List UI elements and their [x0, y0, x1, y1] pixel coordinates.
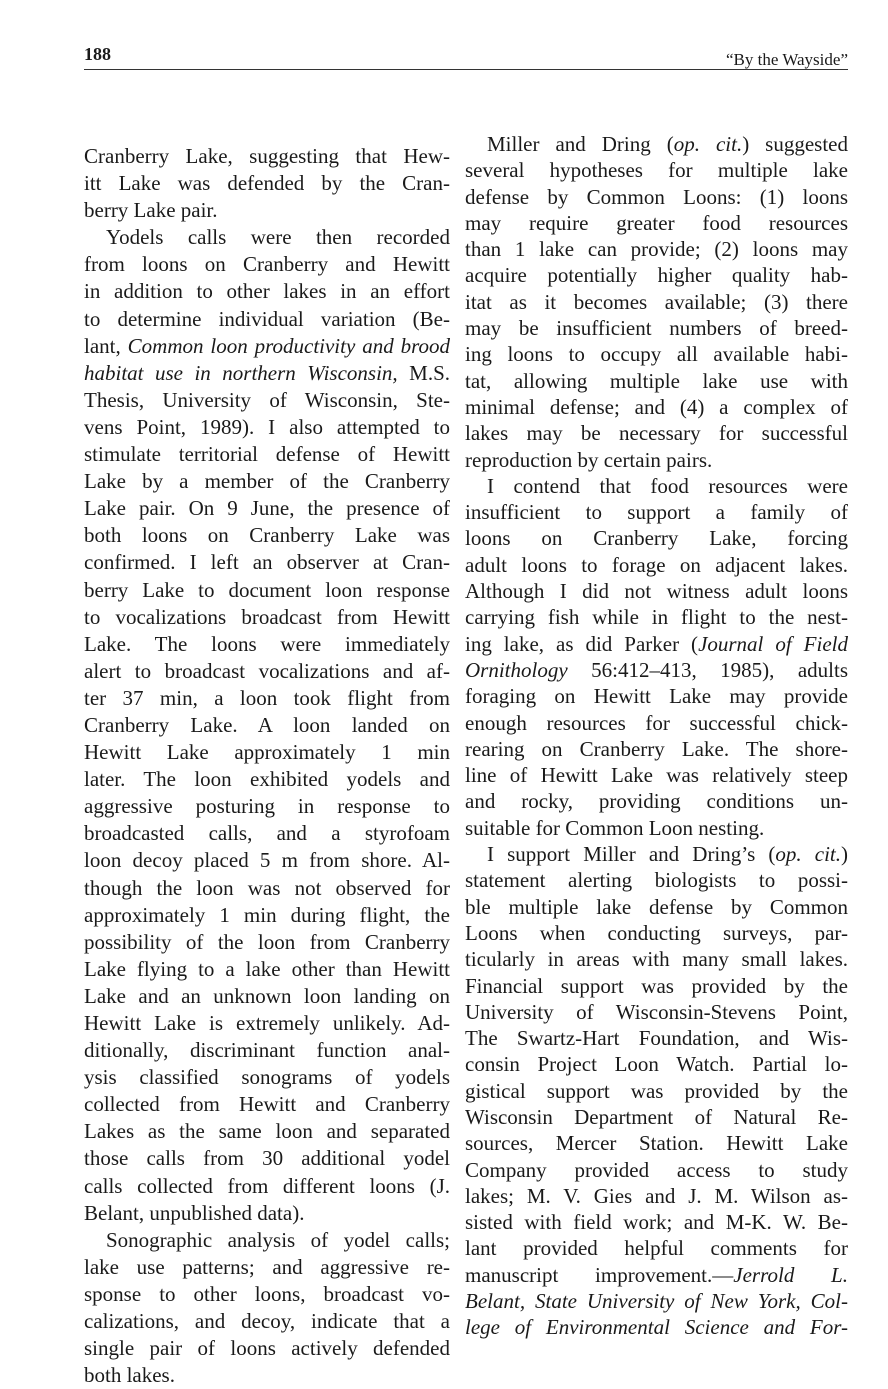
text-run: lakes may be necessary for successful — [465, 421, 848, 446]
paragraph — [465, 473, 848, 841]
text-line — [84, 1335, 450, 1362]
text-line — [465, 262, 848, 288]
text-run: in addition to other lakes in an effort — [84, 279, 450, 304]
text-line — [465, 1130, 848, 1156]
left-column — [84, 143, 450, 1389]
text-run: tat, allowing multiple lake use with — [465, 368, 848, 393]
text-line — [84, 495, 450, 522]
text-line — [84, 712, 450, 739]
text-run: vens Point, 1989). I also attempted to — [84, 414, 450, 439]
italic-text: Jerrold L. — [733, 1262, 848, 1287]
text-run: berry Lake to document loon response — [84, 577, 450, 602]
text-run: lant, — [84, 333, 128, 358]
text-run: Cranberry Lake. A loon landed on — [84, 712, 450, 737]
text-line — [465, 894, 848, 920]
text-line — [465, 973, 848, 999]
text-line — [84, 820, 450, 847]
text-run: ing lake, as did Parker ( — [465, 631, 699, 656]
text-line — [84, 1308, 450, 1335]
text-line — [465, 525, 848, 551]
italic-text: Ornithology — [465, 657, 568, 682]
text-line — [465, 1183, 848, 1209]
text-run: ditionally, discriminant function anal- — [84, 1038, 450, 1063]
text-line — [465, 762, 848, 788]
header-rule — [84, 69, 848, 70]
text-line — [465, 368, 848, 394]
text-line — [84, 1010, 450, 1037]
text-line — [465, 788, 848, 814]
text-run: approximately 1 min during flight, the — [84, 902, 450, 927]
text-run: Wisconsin Department of Natural Re- — [465, 1104, 848, 1129]
text-line — [465, 815, 848, 841]
text-run: rearing on Cranberry Lake. The shore- — [465, 736, 848, 761]
text-run: sponse to other loons, broadcast vo- — [84, 1281, 450, 1306]
text-line — [84, 685, 450, 712]
italic-text: Common loon productivity and brood — [127, 333, 450, 358]
text-line — [465, 420, 848, 446]
text-line — [84, 658, 450, 685]
text-line — [84, 251, 450, 278]
text-run: itat as it becomes available; (3) there — [465, 289, 848, 314]
text-run: adult loons to forage on adjacent lakes. — [465, 552, 848, 577]
text-line — [465, 315, 848, 341]
text-run: insufficient to support a family of — [465, 500, 848, 525]
text-run: Lake by a member of the Cranberry — [84, 469, 450, 494]
text-line — [84, 1064, 450, 1091]
text-line — [84, 929, 450, 956]
text-run: berry Lake pair. — [84, 198, 218, 223]
text-line — [465, 736, 848, 762]
text-run: foraging on Hewitt Lake may provide — [465, 684, 848, 709]
text-run: consin Project Loon Watch. Partial lo- — [465, 1052, 848, 1077]
text-run: may be insufficient numbers of breed- — [465, 316, 848, 341]
text-run: several hypotheses for multiple lake — [465, 158, 848, 183]
text-line — [84, 441, 450, 468]
italic-text: lege of Environmental Science and For- — [465, 1315, 848, 1340]
paragraph — [84, 224, 450, 1226]
text-run: ) — [841, 842, 848, 867]
text-run: acquire potentially higher quality hab- — [465, 263, 848, 288]
text-line — [84, 143, 450, 170]
text-run: Hewitt Lake is extremely unlikely. Ad- — [84, 1011, 450, 1035]
text-line — [465, 1157, 848, 1183]
text-line — [84, 360, 450, 387]
text-run: Although I did not witness adult loons — [465, 579, 848, 604]
text-run: Financial support was provided by the — [465, 973, 848, 998]
text-line — [465, 394, 848, 420]
page-number: 188 — [84, 44, 111, 64]
text-line — [84, 902, 450, 929]
text-line — [84, 1362, 450, 1389]
text-line — [84, 1227, 450, 1254]
text-line — [84, 739, 450, 766]
text-line — [84, 522, 450, 549]
italic-text: op. cit. — [775, 842, 841, 867]
text-run: Loons when conducting surveys, par- — [465, 920, 848, 945]
text-run: Lake flying to a lake other than Hewitt — [84, 956, 450, 981]
text-run: statement alerting biologists to possi- — [465, 868, 848, 893]
text-run: later. The loon exhibited yodels and — [84, 767, 450, 792]
text-line — [465, 578, 848, 604]
text-line — [84, 1145, 450, 1172]
text-line — [84, 766, 450, 793]
text-run: to determine individual variation (Be- — [84, 306, 450, 331]
text-line — [84, 197, 450, 224]
paragraph — [84, 1227, 450, 1389]
text-run: ticularly in areas with many small lakes. — [465, 947, 848, 972]
text-run: to vocalizations broadcast from Hewitt — [84, 604, 450, 629]
text-line — [84, 631, 450, 658]
text-run: minimal defense; and (4) a complex of — [465, 394, 848, 419]
text-run: Miller and Dring ( — [487, 132, 674, 156]
text-line — [465, 1288, 848, 1314]
text-line — [84, 875, 450, 902]
text-run: manuscript improvement.— — [465, 1262, 734, 1287]
text-run: The Swartz-Hart Foundation, and Wis- — [465, 1026, 848, 1051]
text-line — [465, 657, 848, 683]
text-run: confirmed. I left an observer at Cran- — [84, 550, 450, 575]
paragraph — [84, 143, 450, 224]
text-line — [84, 1037, 450, 1064]
text-line — [465, 1078, 848, 1104]
text-line — [84, 793, 450, 820]
text-run: ysis classified sonograms of yodels — [84, 1065, 450, 1090]
text-line — [465, 157, 848, 183]
text-line — [84, 414, 450, 441]
text-run: line of Hewitt Lake was relatively steep — [465, 763, 848, 788]
text-run: than 1 lake can provide; (2) loons may — [465, 237, 848, 262]
text-run: itt Lake was defended by the Cran- — [84, 171, 450, 196]
text-run: broadcasted calls, and a styrofoam — [84, 821, 450, 846]
text-run: loons on Cranberry Lake, forcing — [465, 526, 848, 551]
text-line — [465, 604, 848, 630]
text-run: gistical support was provided by the — [465, 1078, 848, 1103]
text-run: I support Miller and Dring’s ( — [487, 842, 776, 867]
italic-text: habitat use in northern Wisconsin, — [84, 360, 398, 385]
text-line — [84, 956, 450, 983]
text-line — [84, 333, 450, 360]
right-column — [465, 131, 848, 1341]
text-line — [465, 920, 848, 946]
text-line — [465, 1262, 848, 1288]
text-run: sources, Mercer Station. Hewitt Lake — [465, 1131, 848, 1156]
text-line — [465, 946, 848, 972]
text-line — [465, 1051, 848, 1077]
text-line — [465, 289, 848, 315]
text-line — [465, 841, 848, 867]
text-run: Lake and an unknown loon landing on — [84, 983, 450, 1008]
running-title: “By the Wayside” — [725, 50, 848, 69]
text-run: defense by Common Loons: (1) loons — [465, 184, 848, 209]
text-line — [84, 1118, 450, 1145]
text-line — [465, 184, 848, 210]
italic-text: op. cit. — [673, 132, 743, 156]
text-run: Thesis, University of Wisconsin, Ste- — [84, 387, 450, 412]
text-run: both loons on Cranberry Lake was — [84, 523, 450, 548]
text-line — [465, 1104, 848, 1130]
text-run: calizations, and decoy, indicate that a — [84, 1309, 450, 1334]
text-run: from loons on Cranberry and Hewitt — [84, 252, 450, 277]
text-run: Hewitt Lake approximately 1 min — [84, 740, 450, 765]
text-line — [84, 170, 450, 197]
text-line — [465, 210, 848, 236]
text-run: reproduction by certain pairs. — [465, 447, 713, 472]
text-run: carrying fish while in flight to the nest- — [465, 605, 848, 630]
text-run: collected from Hewitt and Cranberry — [84, 1092, 450, 1117]
text-run: M.S. — [397, 360, 451, 385]
text-run: and rocky, providing conditions un- — [465, 789, 848, 814]
text-line — [84, 278, 450, 305]
text-run: I contend that food resources were — [487, 473, 848, 498]
text-line — [84, 1254, 450, 1281]
text-line — [84, 306, 450, 333]
text-line — [84, 468, 450, 495]
text-line — [465, 867, 848, 893]
text-run: Lake. The loons were immediately — [84, 631, 450, 656]
text-run: stimulate territorial defense of Hewitt — [84, 442, 450, 467]
text-line — [465, 1314, 848, 1340]
text-run: ing loons to occupy all available habi- — [465, 342, 848, 367]
text-line — [84, 983, 450, 1010]
text-line — [84, 1091, 450, 1118]
text-run: may require greater food resources — [465, 210, 848, 235]
italic-text: Journal of Field — [698, 631, 848, 656]
paragraph — [465, 131, 848, 473]
text-line — [465, 710, 848, 736]
text-run: Yodels calls were then recorded — [106, 225, 450, 250]
text-line — [465, 552, 848, 578]
text-run: lakes; M. V. Gies and J. M. Wilson as- — [465, 1183, 848, 1208]
text-run: lant provided helpful comments for — [465, 1236, 848, 1261]
text-line — [84, 1200, 450, 1227]
text-line — [465, 1235, 848, 1261]
text-line — [84, 577, 450, 604]
text-run: Sonographic analysis of yodel calls; — [106, 1227, 450, 1252]
italic-text: Belant, State University of New York, Col- — [465, 1289, 848, 1314]
text-line — [84, 847, 450, 874]
text-line — [465, 447, 848, 473]
text-line — [465, 999, 848, 1025]
text-line — [465, 499, 848, 525]
text-run: lake use patterns; and aggressive re- — [84, 1254, 450, 1279]
text-run: Company provided access to study — [465, 1157, 848, 1182]
text-run: though the loon was not observed for — [84, 875, 450, 900]
text-run: sisted with field work; and M-K. W. Be- — [465, 1210, 848, 1235]
text-line — [465, 631, 848, 657]
text-run: enough resources for successful chick- — [465, 710, 848, 735]
text-run: ter 37 min, a loon took flight from — [84, 685, 450, 710]
text-line — [465, 683, 848, 709]
text-run: ) suggested — [742, 132, 848, 156]
text-run: 56:412–413, 1985), adults — [567, 657, 848, 682]
text-run: suitable for Common Loon nesting. — [465, 815, 765, 840]
text-line — [84, 1173, 450, 1200]
text-line — [84, 549, 450, 576]
text-run: Belant, unpublished data). — [84, 1200, 305, 1225]
paragraph — [465, 841, 848, 1341]
text-run: calls collected from different loons (J. — [84, 1173, 450, 1198]
text-line — [465, 236, 848, 262]
text-run: Cranberry Lake, suggesting that Hew- — [84, 144, 450, 168]
text-line — [84, 224, 450, 251]
text-run: single pair of loons actively defended — [84, 1336, 450, 1361]
text-line — [465, 131, 848, 157]
text-run: University of Wisconsin-Stevens Point, — [465, 999, 848, 1024]
text-run: possibility of the loon from Cranberry — [84, 929, 450, 954]
text-run: those calls from 30 additional yodel — [84, 1146, 450, 1171]
text-run: alert to broadcast vocalizations and af- — [84, 658, 450, 683]
text-run: loon decoy placed 5 m from shore. Al- — [84, 848, 450, 873]
text-line — [465, 1025, 848, 1051]
text-line — [84, 1281, 450, 1308]
text-line — [465, 473, 848, 499]
text-run: Lake pair. On 9 June, the presence of — [84, 496, 450, 521]
text-run: both lakes. — [84, 1363, 175, 1388]
text-line — [84, 604, 450, 631]
text-run: ble multiple lake defense by Common — [465, 894, 848, 919]
text-line — [465, 1209, 848, 1235]
text-run: aggressive posturing in response to — [84, 794, 450, 819]
text-run: Lakes as the same loon and separated — [84, 1119, 450, 1144]
text-line — [84, 387, 450, 414]
text-line — [465, 341, 848, 367]
